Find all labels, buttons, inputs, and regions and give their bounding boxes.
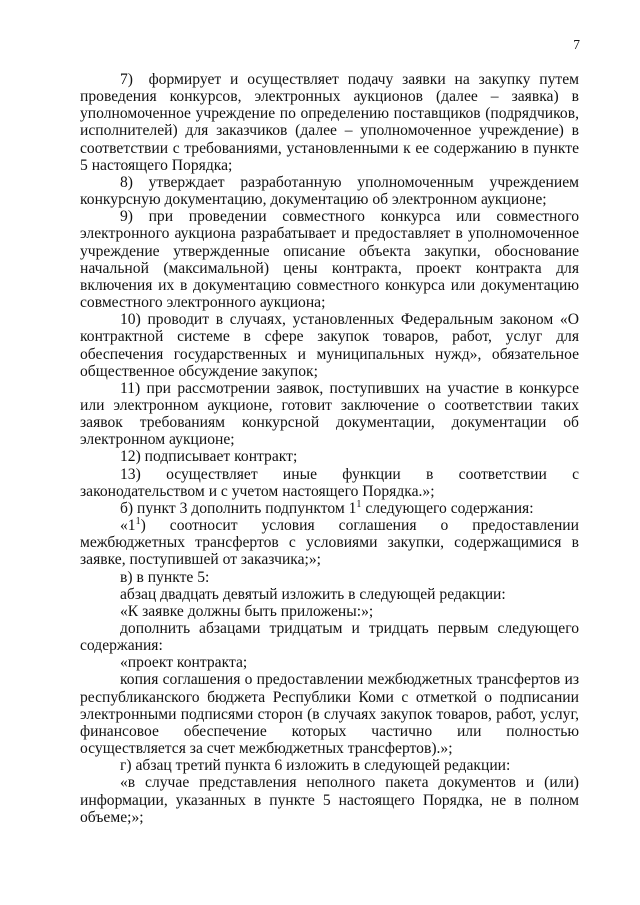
- item-b-quote-start: «1: [120, 517, 136, 535]
- paragraph-add-abzacs: дополнить абзацами тридцатым и тридцать первым следующего содержания:: [80, 620, 579, 655]
- paragraph-item-11: 11) при рассмотрении заявок, поступивших на участие в конкурсе или электронном аукционе, готовит заключение о соответствии таких заявок требованиям конкурсной документации, документации об электронном аукционе;: [80, 379, 579, 449]
- paragraph-item-10: 10) проводит в случаях, установленных Федеральным законом «О контрактной системе в сфере закупок товаров, работ, услуг для обеспечения государственных и муниципальных нужд», обязательное общественное обсуждение закупок;: [80, 311, 579, 380]
- item-b-quote-text: ) соотносит условия соглашения о предоставлении межбюджетных трансфертов с условиями закупки, содержащимися в заявке, поступившей от заказчика;»;: [80, 517, 579, 569]
- paragraph-quote-contract-draft: «проект контракта;: [120, 654, 248, 672]
- paragraph-item-v: в) в пункте 5:: [120, 568, 210, 586]
- paragraph-agreement-copy: копия соглашения о предоставлении межбюджетных трансфертов из республиканского бюджета Республики Коми с отметкой о подписании электронными подписями сторон (в случаях закупок товаров, работ, услуг, финансовое обеспечение которых частично или полностью осуществляется за счет межбюджетных трансфертов).»;: [80, 671, 579, 758]
- item-b-quote-superscript: 1: [135, 516, 141, 528]
- paragraph-item-9: 9) при проведении совместного конкурса или совместного электронного аукциона разрабатывает и предоставляет в уполномоченное учреждение утвержденные описание объекта закупки, обоснование начальной (максимальной) цены контракта, проект контракта для включения их в документацию совместного конкурса или документацию совместного электронного аукциона;: [80, 208, 579, 312]
- paragraph-item-13: 13) осуществляет иные функции в соответствии с законодательством и с учетом настоящего Порядка.»;: [80, 465, 579, 500]
- item-b-text: б) пункт 3 дополнить подпунктом 1: [120, 499, 357, 517]
- paragraph-item-b-quote: [80, 517, 579, 568]
- item-b-text-end: следующего содержания:: [361, 499, 534, 517]
- paragraph-incomplete-package: «в случае представления неполного пакета документов и (или) информации, указанных в пункте 5 настоящего Порядка, не в полном объеме;»;: [80, 774, 579, 826]
- paragraph-item-g: г) абзац третий пункта 6 изложить в следующей редакции:: [120, 757, 511, 775]
- paragraph-item-7: 7) формирует и осуществляет подачу заявки на закупку путем проведения конкурсов, электронных аукционов (далее – заявка) в уполномоченное учреждение по определению поставщиков (подрядчиков, исполнителей) для заказчиков (далее – уполномоченное учреждение) в соответствии с требованиями, установленными к ее содержанию в пункте 5 настоящего Порядка;: [80, 71, 579, 174]
- document-body: [80, 71, 579, 826]
- item-b-superscript: 1: [356, 498, 362, 510]
- page-number: 7: [573, 37, 580, 52]
- paragraph-item-12: 12) подписывает контракт;: [120, 448, 298, 466]
- paragraph-quote-attachments: «К заявке должны быть приложены:»;: [120, 602, 374, 620]
- paragraph-abzac-29: абзац двадцать девятый изложить в следующей редакции:: [120, 585, 506, 603]
- paragraph-item-b: [80, 500, 579, 517]
- paragraph-item-8: 8) утверждает разработанную уполномоченным учреждением конкурсную документацию, документацию об электронном аукционе;: [80, 173, 579, 209]
